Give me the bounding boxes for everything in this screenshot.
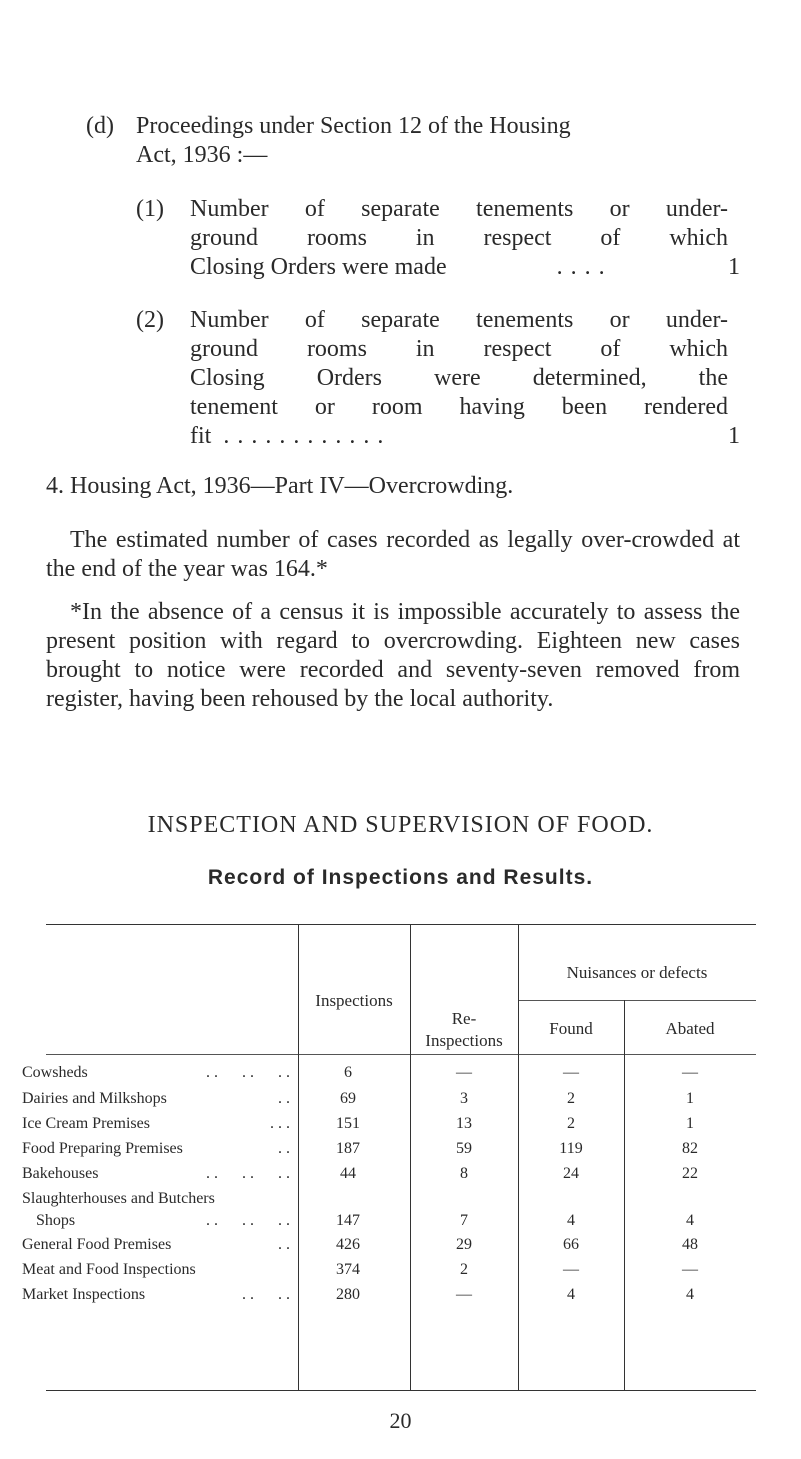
table-cell-found: 119 <box>559 1140 583 1157</box>
table-row-label: Ice Cream Premises <box>22 1115 150 1132</box>
table-cell-reinspections: 7 <box>460 1212 468 1229</box>
section-4-title: 4. Housing Act, 1936—Part IV—Overcrowding. <box>46 473 514 499</box>
nuisances-subrule <box>518 1000 756 1001</box>
table-cell-reinspections: 8 <box>460 1165 468 1182</box>
item-2-line: Number of separate tenements or under- <box>190 307 728 333</box>
item-2-line: tenement or room having been rendered <box>190 394 728 420</box>
item-1-text <box>190 195 728 282</box>
header-abated: Abated <box>665 1019 715 1038</box>
food-section-heading: INSPECTION AND SUPERVISION OF FOOD. <box>147 812 654 838</box>
table-row-leader: . . . . <box>242 1286 290 1303</box>
table-bottom-rule <box>46 1390 756 1391</box>
item-2-line: ground rooms in respect of which <box>190 336 728 362</box>
table-cell-abated: 4 <box>686 1212 694 1229</box>
table-cell-reinspections: — <box>456 1064 472 1081</box>
item-2-leader: . . . . . . . . . . . . <box>223 423 385 449</box>
col-divider-4 <box>624 1000 625 1390</box>
table-cell-inspections: 374 <box>336 1261 360 1278</box>
item-2-line: Closing Orders were determined, the <box>190 365 728 391</box>
table-row-label: Market Inspections <box>22 1286 146 1303</box>
section-4-para1: The estimated number of cases recorded as legally over-crowded at the end of the year was 164.* <box>46 527 740 582</box>
table-cell-inspections: 187 <box>336 1140 360 1157</box>
table-cell-reinspections: 59 <box>456 1140 472 1157</box>
table-cell-reinspections: 3 <box>460 1090 468 1107</box>
table-cell-inspections: 44 <box>340 1165 356 1182</box>
item-1-leader: . . . . <box>556 254 606 280</box>
table-row-label: Meat and Food Inspections <box>22 1261 196 1278</box>
header-reinspections <box>410 1008 518 1052</box>
item-2-line: fit . . . . . . . . . . . . <box>190 423 385 449</box>
table-cell-reinspections: 2 <box>460 1261 468 1278</box>
table-cell-reinspections: 13 <box>456 1115 472 1132</box>
section-4-para2: *In the absence of a census it is impossible accurately to assess the present position with regard to overcrowding. Eighteen new cases brought to notice were recorded and seventy-seven removed from register, having been rehoused by the local authority. <box>46 599 740 712</box>
table-cell-inspections: 147 <box>336 1212 360 1229</box>
table-cell-found: 24 <box>563 1165 579 1182</box>
page-number: 20 <box>389 1408 412 1433</box>
table-row-leader: . . <box>278 1236 290 1253</box>
table-cell-inspections: 6 <box>344 1064 352 1081</box>
section-d-title <box>136 112 736 170</box>
header-reinspections-line2: Inspections <box>425 1031 503 1050</box>
item-2-value: 1 <box>728 423 740 449</box>
table-row-label: Slaughterhouses and Butchers <box>22 1190 215 1207</box>
table-cell-inspections: 151 <box>336 1115 360 1132</box>
table-cell-abated: 82 <box>682 1140 698 1157</box>
item-1-value: 1 <box>728 254 740 280</box>
table-cell-inspections: 280 <box>336 1286 360 1303</box>
table-row-leader: . . . <box>270 1115 290 1132</box>
table-cell-found: 2 <box>567 1090 575 1107</box>
table-cell-abated: — <box>682 1261 698 1278</box>
table-cell-found: 4 <box>567 1286 575 1303</box>
item-2-text <box>190 306 728 451</box>
item-1-label: (1) <box>136 196 164 222</box>
table-cell-abated: 22 <box>682 1165 698 1182</box>
header-nuisances: Nuisances or defects <box>566 963 708 982</box>
table-cell-abated: — <box>682 1064 698 1081</box>
table-row-label-line2: Shops <box>36 1212 76 1229</box>
table-cell-abated: 4 <box>686 1286 694 1303</box>
table-row-label: General Food Premises <box>22 1236 172 1253</box>
table-cell-reinspections: — <box>456 1286 472 1303</box>
table-cell-abated: 1 <box>686 1115 694 1132</box>
table-row-leader: . . . . . . <box>206 1064 290 1081</box>
table-row-leader: . . . . . . <box>206 1165 290 1182</box>
section-d-label: (d) <box>86 113 114 139</box>
table-row-label: Food Preparing Premises <box>22 1140 183 1157</box>
item-1-line: Number of separate tenements or under- <box>190 196 728 222</box>
table-cell-reinspections: 29 <box>456 1236 472 1253</box>
table-cell-abated: 48 <box>682 1236 698 1253</box>
table-row-leader: . . . . . . <box>206 1212 290 1229</box>
table-row-label: Cowsheds <box>22 1064 88 1081</box>
table-top-rule <box>46 924 756 925</box>
item-1-line: Closing Orders were made . . . . <box>190 254 606 280</box>
item-1-line: ground rooms in respect of which <box>190 225 728 251</box>
table-row-label: Dairies and Milkshops <box>22 1090 167 1107</box>
table-cell-found: 4 <box>567 1212 575 1229</box>
table-row-label: Bakehouses <box>22 1165 99 1182</box>
table-cell-found: — <box>563 1261 579 1278</box>
food-section-subheading: Record of Inspections and Results. <box>207 866 594 889</box>
table-cell-abated: 1 <box>686 1090 694 1107</box>
section-d-title-line2: Act, 1936 :— <box>136 142 268 168</box>
header-reinspections-line1: Re- <box>451 1009 477 1028</box>
header-found: Found <box>549 1019 593 1038</box>
table-cell-inspections: 426 <box>336 1236 360 1253</box>
table-cell-found: 2 <box>567 1115 575 1132</box>
table-row-leader: . . <box>278 1140 290 1157</box>
section-d-title-line1: Proceedings under Section 12 of the Housing <box>136 113 571 139</box>
item-2-label: (2) <box>136 307 164 333</box>
table-cell-found: 66 <box>563 1236 579 1253</box>
table-cell-inspections: 69 <box>340 1090 356 1107</box>
header-inspections: Inspections <box>315 991 393 1010</box>
header-bottom-rule-full <box>46 1054 756 1055</box>
table-row-leader: . . <box>278 1090 290 1107</box>
table-cell-found: — <box>563 1064 579 1081</box>
